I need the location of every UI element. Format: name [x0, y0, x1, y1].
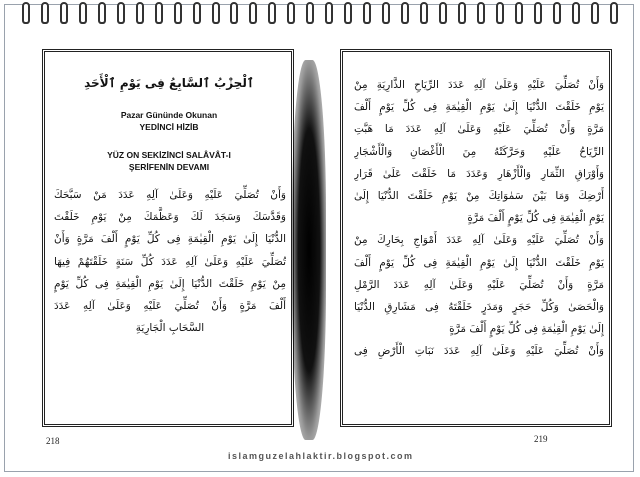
text-line: أَلْفَ مَرَّةٍ وَأَنْ تُصَلِّيَ عَلَيْهِ وَعَلَىٰ آلِهِ عَدَدَ	[54, 300, 286, 313]
text-line: أَرْضِكَ وَمَا بَيْنَ سَمٰوَاتِكَ مِنْ يَوْمِ خَلَقْتَ الدُّنْيَا إِلَىٰ	[354, 190, 604, 203]
text-line: مِنْ يَوْمِ خَلَقْتَ الدُّنْيَا إِلَىٰ يَوْمِ الْقِيٰمَةِ فِى كُلِّ يَوْمٍ	[54, 277, 286, 290]
ring-icon	[401, 2, 409, 24]
left-page	[14, 34, 302, 452]
text-line: مَرَّةٍ وَأَنْ تُصَلِّيَ عَلَيْهِ وَعَلَىٰ آلِهِ عَدَدَ مَا هَبَّتِ	[354, 123, 604, 136]
spiral-binding	[22, 2, 618, 28]
ring-icon	[117, 2, 125, 24]
ring-icon	[591, 2, 599, 24]
ring-icon	[22, 2, 30, 24]
text-line: وَأَنْ تُصَلِّيَ عَلَيْهِ وَعَلَىٰ آلِهِ عَدَدَ مَنْ سَبَّحَكَ	[54, 189, 286, 201]
text-line: وَأَنْ تُصَلِّيَ عَلَيْهِ وَعَلَىٰ آلِهِ عَدَدَ أَمْوَاجِ بِحَارِكَ مِنْ	[354, 234, 604, 247]
text-line: مَرَّةٍ وَأَنْ تُصَلِّيَ عَلَيْهِ وَعَلَىٰ آلِهِ عَدَدَ الرَّمْلِ	[354, 278, 604, 291]
text-line: وَالْحَصَىٰ وَكُلِّ حَجَرٍ وَمَدَرٍ خَلَقْتَهُ فِى مَشَارِقِ الدُّنْيَا	[354, 301, 604, 314]
ring-icon	[60, 2, 68, 24]
text-line: وَقَدَّسَكَ وَسَجَدَ لَكَ وَعَظَّمَكَ مِنْ يَوْمِ خَلَقْتَ	[54, 211, 286, 224]
text-line: إِلَىٰ يَوْمِ الْقِيٰمَةِ فِى كُلِّ يَوْمٍ أَلْفَ مَرَّةٍ	[449, 323, 604, 336]
ring-icon	[382, 2, 390, 24]
ring-icon	[287, 2, 295, 24]
ring-icon	[439, 2, 447, 24]
text-line: السَّحَابِ الْجَارِيَةِ	[135, 322, 205, 335]
book-spine-shadow	[292, 60, 326, 440]
text-line: الدُّنْيَا إِلَىٰ يَوْمِ الْقِيٰمَةِ فِى كُلِّ يَوْمٍ أَلْفَ مَرَّةٍ وَأَنْ	[54, 233, 286, 246]
blog-watermark: islamguzelahlaktir.blogspot.com	[228, 451, 414, 461]
text-line: وَأَنْ تُصَلِّيَ عَلَيْهِ وَعَلَىٰ آلِهِ عَدَدَ نَبَاتِ الْأَرْضِ فِى	[354, 345, 604, 358]
ring-icon	[572, 2, 580, 24]
ring-icon	[306, 2, 314, 24]
page-number-left: 218	[46, 436, 60, 446]
text-line: يَوْمِ خَلَقْتَ الدُّنْيَا إِلَىٰ يَوْمِ الْقِيٰمَةِ فِى كُلِّ يَوْمٍ أَلْفَ	[354, 256, 604, 269]
ring-icon	[136, 2, 144, 24]
okunan-label: Pazar Gününde Okunan	[120, 110, 218, 120]
ring-icon	[212, 2, 220, 24]
left-arabic-text	[54, 184, 286, 339]
ring-icon	[98, 2, 106, 24]
ring-icon	[325, 2, 333, 24]
ring-icon	[249, 2, 257, 24]
text-line: يَوْمِ الْقِيٰمَةِ فِى كُلِّ يَوْمٍ أَلْفَ مَرَّةٍ	[467, 212, 604, 225]
ring-icon	[41, 2, 49, 24]
text-line: وَأَوْرَاقِ الثِّمَارِ وَالْأَزْهَارِ وَعَدَدَ مَا خَلَقْتَ عَلَىٰ قَرَارِ	[354, 167, 604, 180]
right-page	[330, 34, 625, 452]
ring-icon	[553, 2, 561, 24]
section-heading-line2: ŞERİFENİN DEVAMI	[128, 162, 210, 172]
ring-icon	[230, 2, 238, 24]
ring-icon	[268, 2, 276, 24]
ring-icon	[477, 2, 485, 24]
text-line: يَوْمِ خَلَقْتَ الدُّنْيَا إِلَىٰ يَوْمِ الْقِيٰمَةِ فِى كُلِّ يَوْمٍ أَلْفَ	[354, 101, 604, 114]
ring-icon	[496, 2, 504, 24]
ring-icon	[344, 2, 352, 24]
text-line: الرِّيَاحُ عَلَيْهِ وَحَرَّكَتْهُ مِنَ الْأَغْصَانِ وَالْأَشْجَارِ	[354, 145, 604, 158]
ring-icon	[174, 2, 182, 24]
hizb-title: ٱلْحِزْبُ ٱلسَّابِعُ فِى يَوْمِ ٱلْأَحَدِ	[84, 76, 254, 90]
ring-icon	[534, 2, 542, 24]
text-line: تُصَلِّيَ عَلَيْهِ وَعَلَىٰ آلِهِ عَدَدَ كُلِّ سَنَةٍ خَلَقْتَهُمْ فِيهَا	[54, 255, 286, 268]
ring-icon	[420, 2, 428, 24]
page-number-right: 219	[534, 434, 548, 444]
ring-icon	[515, 2, 523, 24]
text-line: وَأَنْ تُصَلِّيَ عَلَيْهِ وَعَلَىٰ آلِهِ عَدَدَ الرِّيَاحِ الذَّارِيَةِ مِنْ	[354, 79, 604, 91]
hizib-label: YEDİNCİ HİZİB	[139, 122, 199, 132]
ring-icon	[79, 2, 87, 24]
ring-icon	[610, 2, 618, 24]
ring-icon	[458, 2, 466, 24]
ring-icon	[193, 2, 201, 24]
ring-icon	[155, 2, 163, 24]
ring-icon	[363, 2, 371, 24]
right-arabic-text	[354, 74, 604, 363]
section-heading-line1: YÜZ ON SEKİZİNCİ SALÂVÂT-I	[107, 150, 231, 160]
